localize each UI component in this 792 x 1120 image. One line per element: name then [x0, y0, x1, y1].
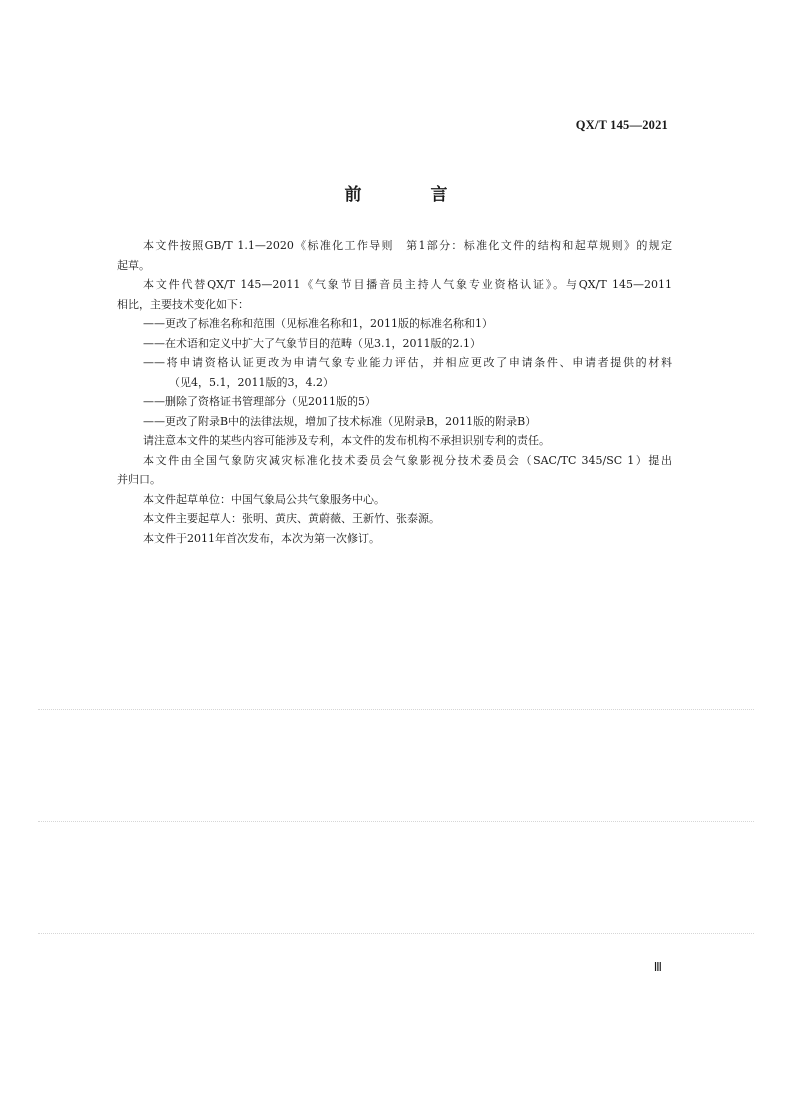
paragraph-line: 请注意本文件的某些内容可能涉及专利，本文件的发布机构不承担识别专利的责任。 [143, 434, 550, 447]
list-item: ——更改了附录B中的法律法规，增加了技术标准（见附录B，2011版的附录B） [143, 414, 537, 428]
list-item: ——在术语和定义中扩大了气象节目的范畴（见3.1，2011版的2.1） [143, 336, 481, 350]
paragraph-line: 本文件起草单位：中国气象局公共气象服务中心。 [143, 492, 385, 506]
page-number: Ⅲ [653, 960, 662, 974]
paragraph-line: 本文件代替QX/T 145—2011《气象节目播音员主持人气象专业资格认证》。与QX/T 145—2011 [143, 278, 672, 291]
list-item: ——更改了标准名称和范围（见标准名称和1，2011版的标准名称和1） [143, 317, 493, 330]
paragraph-line: 本文件按照GB/T 1.1—2020《标准化工作导则 第1部分：标准化文件的结构和起草规则》的规定 [143, 239, 672, 252]
preface-body [117, 236, 672, 548]
list-item-continuation: （见4，5.1，2011版的3，4.2） [169, 375, 334, 389]
standard-code: QX/T 145—2021 [575, 118, 668, 132]
divider [38, 821, 754, 822]
paragraph-line: 本文件于2011年首次发布，本次为第一次修订。 [143, 531, 380, 545]
paragraph-line: 本文件主要起草人：张明、黄庆、黄蔚薇、王新竹、张泰源。 [143, 512, 440, 525]
page-title: 前 言 [344, 185, 474, 205]
paragraph-line: 本文件由全国气象防灾减灾标准化技术委员会气象影视分技术委员会（SAC/TC 345/SC 1）提出 [143, 453, 672, 467]
paragraph-line: 起草。 [117, 258, 150, 272]
divider [38, 933, 754, 934]
list-item: ——将申请资格认证更改为申请气象专业能力评估，并相应更改了申请条件、申请者提供的材料 [143, 356, 672, 369]
divider [38, 709, 754, 710]
paragraph-line: 并归口。 [117, 473, 161, 486]
list-item: ——删除了资格证书管理部分（见2011版的5） [143, 395, 376, 408]
paragraph-line: 相比，主要技术变化如下： [117, 297, 249, 311]
